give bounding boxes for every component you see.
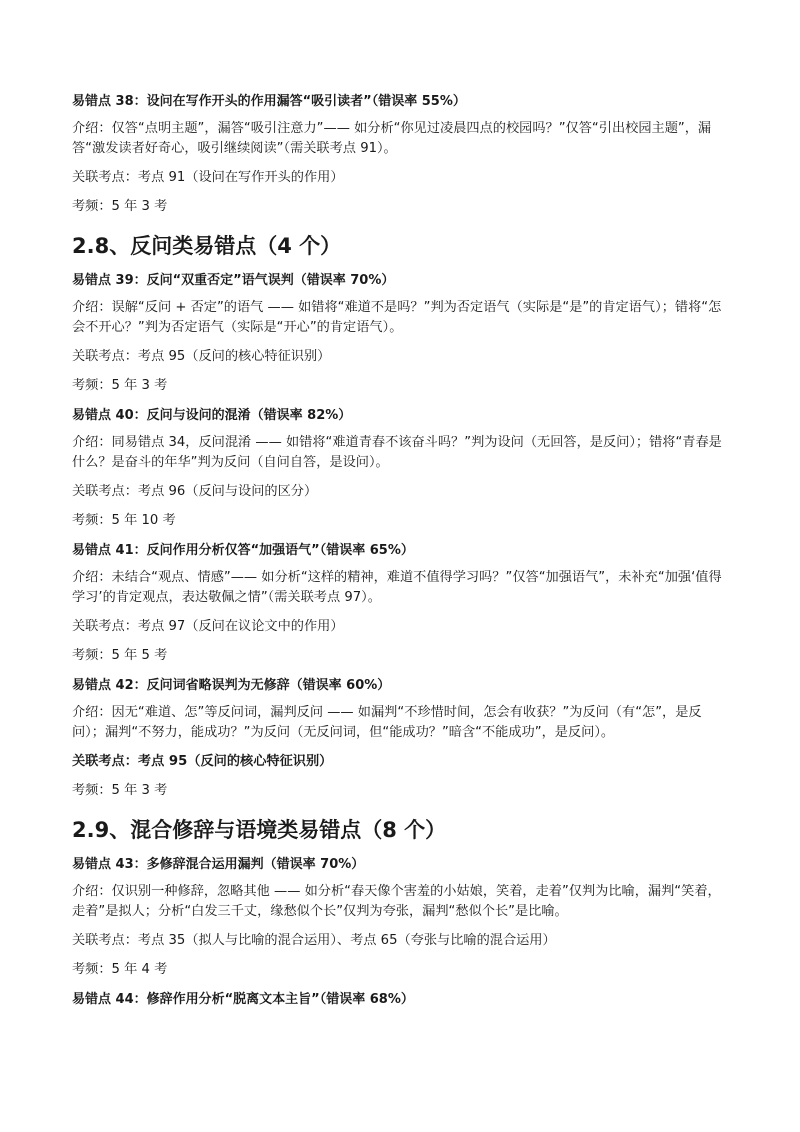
item-intro: 介绍：仅答“点明主题”，漏答“吸引注意力”—— 如分析“你见过凌晨四点的校园吗？”仅答“引出校园主题”，漏答“激发读者好奇心，吸引继续阅读”（需关联考点 91）。 (72, 121, 712, 156)
item-frequency: 考频：5 年 3 考 (72, 783, 168, 798)
item-41 (72, 541, 732, 666)
item-related: 关联考点：考点 91（设问在写作开头的作用） (72, 170, 344, 185)
document-page (72, 92, 732, 1017)
item-intro: 介绍：仅识别一种修辞，忽略其他 —— 如分析“春天像个害羞的小姑娘，笑着，走着”仅判为比喻，漏判“笑着，走着”是拟人；分析“白发三千丈，缘愁似个长”仅判为夸张，漏判“愁似个长”是比喻。 (72, 884, 721, 919)
item-intro: 介绍：未结合“观点、情感”—— 如分析“这样的精神，难道不值得学习吗？”仅答“加强语气”，未补充“加强‘值得学习’的肯定观点，表达敬佩之情”（需关联考点 97）。 (72, 570, 722, 605)
item-intro: 介绍：误解“反问 + 否定”的语气 —— 如错将“难道不是吗？”判为否定语气（实际是“是”的肯定语气）；错将“怎会不开心？”判为否定语气（实际是“开心”的肯定语气）。 (72, 300, 722, 335)
item-frequency: 考频：5 年 5 考 (72, 648, 168, 663)
item-related: 关联考点：考点 96（反问与设问的区分） (72, 484, 318, 499)
item-44 (72, 990, 732, 1010)
item-title: 易错点 39：反问“双重否定”语气误判（错误率 70%） (72, 273, 395, 288)
item-frequency: 考频：5 年 3 考 (72, 199, 168, 214)
item-related: 关联考点：考点 95（反问的核心特征识别） (72, 754, 333, 769)
item-title: 易错点 41：反问作用分析仅答“加强语气”（错误率 65%） (72, 543, 414, 558)
item-intro: 介绍：因无“难道、怎”等反问词，漏判反问 —— 如漏判“不珍惜时间，怎会有收获？”为反问（有“怎”，是反问）；漏判“不努力，能成功？”为反问（无反问词，但“能成功？”暗含“不能成功”，是反问）。 (72, 705, 702, 740)
item-43 (72, 855, 732, 980)
item-40 (72, 406, 732, 531)
item-frequency: 考频：5 年 3 考 (72, 378, 168, 393)
item-title: 易错点 43：多修辞混合运用漏判（错误率 70%） (72, 857, 365, 872)
item-frequency: 考频：5 年 10 考 (72, 513, 176, 528)
item-38 (72, 92, 732, 217)
item-title: 易错点 40：反问与设问的混淆（错误率 82%） (72, 408, 352, 423)
item-title: 易错点 42：反问词省略误判为无修辞（错误率 60%） (72, 678, 391, 693)
item-title: 易错点 38：设问在写作开头的作用漏答“吸引读者”（错误率 55%） (72, 94, 466, 109)
item-frequency: 考频：5 年 4 考 (72, 962, 168, 977)
item-intro: 介绍：同易错点 34，反问混淆 —— 如错将“难道青春不该奋斗吗？”判为设问（无回答，是反问）；错将“青春是什么？是奋斗的年华”判为反问（自问自答，是设问）。 (72, 435, 722, 470)
section-title-2-9: 2.9、混合修辞与语境类易错点（8 个） (72, 818, 447, 842)
item-42 (72, 676, 732, 801)
item-title: 易错点 44：修辞作用分析“脱离文本主旨”（错误率 68%） (72, 992, 414, 1007)
item-39 (72, 271, 732, 396)
section-title-2-8: 2.8、反问类易错点（4 个） (72, 234, 342, 258)
item-related: 关联考点：考点 97（反问在议论文中的作用） (72, 619, 344, 634)
item-related: 关联考点：考点 95（反问的核心特征识别） (72, 349, 331, 364)
item-related: 关联考点：考点 35（拟人与比喻的混合运用）、考点 65（夸张与比喻的混合运用） (72, 933, 556, 948)
